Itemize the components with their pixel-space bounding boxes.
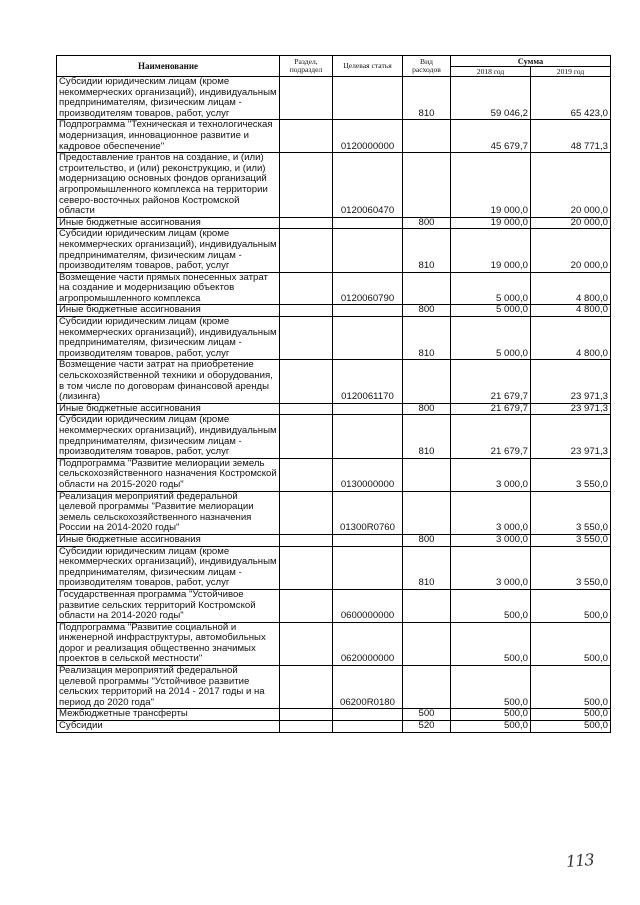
cell-name: Межбюджетные трансферты bbox=[57, 709, 280, 721]
cell-target: 0120000000 bbox=[333, 120, 403, 153]
table-row bbox=[57, 622, 611, 665]
cell-2018: 5 000,0 bbox=[451, 317, 531, 360]
cell-2019: 20 000,0 bbox=[531, 229, 611, 272]
cell-2018: 21 679,7 bbox=[451, 403, 531, 415]
cell-section bbox=[280, 305, 333, 317]
cell-2019: 3 550,0 bbox=[531, 546, 611, 589]
cell-target bbox=[333, 415, 403, 458]
cell-2019: 3 550,0 bbox=[531, 491, 611, 534]
cell-target bbox=[333, 534, 403, 546]
cell-target: 0120060470 bbox=[333, 153, 403, 218]
table-row bbox=[57, 360, 611, 403]
cell-2018: 500,0 bbox=[451, 622, 531, 665]
cell-2018: 5 000,0 bbox=[451, 272, 531, 305]
cell-type: 810 bbox=[403, 415, 451, 458]
table-row bbox=[57, 317, 611, 360]
cell-type: 500 bbox=[403, 709, 451, 721]
cell-section bbox=[280, 709, 333, 721]
cell-name: Подпрограмма "Развитие социальной и инженерной инфраструктуры, автомобильных дорог и реализация общественно значимых проектов в сельской местности" bbox=[57, 622, 280, 665]
table-row bbox=[57, 217, 611, 229]
cell-name: Иные бюджетные ассигнования bbox=[57, 534, 280, 546]
cell-2019: 4 800,0 bbox=[531, 317, 611, 360]
cell-type: 800 bbox=[403, 403, 451, 415]
cell-section bbox=[280, 534, 333, 546]
cell-2018: 19 000,0 bbox=[451, 229, 531, 272]
cell-name: Подпрограмма "Техническая и технологическая модернизация, инновационное развитие и кадровое обеспечение" bbox=[57, 120, 280, 153]
cell-type: 810 bbox=[403, 77, 451, 120]
table-body bbox=[57, 77, 611, 733]
table-row bbox=[57, 272, 611, 305]
cell-name: Реализация мероприятий федеральной целевой программы "Развитие мелиорации земель сельскохозяйственного назначения России на 2014-2020 годы" bbox=[57, 491, 280, 534]
table-row bbox=[57, 721, 611, 733]
cell-2019: 4 800,0 bbox=[531, 305, 611, 317]
table-row bbox=[57, 458, 611, 491]
cell-name: Подпрограмма "Развитие мелиорации земель сельскохозяйственного назначения Костромской области на 2015-2020 годы" bbox=[57, 458, 280, 491]
cell-2019: 500,0 bbox=[531, 721, 611, 733]
cell-section bbox=[280, 217, 333, 229]
cell-2019: 23 971,3 bbox=[531, 360, 611, 403]
cell-target: 0600000000 bbox=[333, 589, 403, 622]
cell-name: Предоставление грантов на создание, и (или) строительство, и (или) реконструкцию, и (или) модернизацию основных фондов организаций агропромышленного комплекса на территории северо-восточных районов Костромской области bbox=[57, 153, 280, 218]
cell-section bbox=[280, 546, 333, 589]
cell-section bbox=[280, 458, 333, 491]
cell-section bbox=[280, 622, 333, 665]
cell-section bbox=[280, 317, 333, 360]
cell-name: Государственная программа "Устойчивое развитие сельских территорий Костромской области на 2014-2020 годы" bbox=[57, 589, 280, 622]
cell-section bbox=[280, 589, 333, 622]
table-row bbox=[57, 229, 611, 272]
table-row bbox=[57, 120, 611, 153]
cell-target: 0120061170 bbox=[333, 360, 403, 403]
header-sum: Сумма bbox=[451, 56, 611, 67]
table-header bbox=[57, 56, 611, 77]
cell-section bbox=[280, 120, 333, 153]
cell-type bbox=[403, 153, 451, 218]
cell-2019: 500,0 bbox=[531, 622, 611, 665]
cell-name: Реализация мероприятий федеральной целевой программы "Устойчивое развитие сельских территорий на 2014 - 2017 годы и на период до 2020 года" bbox=[57, 666, 280, 709]
cell-type bbox=[403, 622, 451, 665]
cell-name: Иные бюджетные ассигнования bbox=[57, 305, 280, 317]
cell-section bbox=[280, 666, 333, 709]
cell-target bbox=[333, 721, 403, 733]
cell-2019: 4 800,0 bbox=[531, 272, 611, 305]
cell-section bbox=[280, 415, 333, 458]
cell-target bbox=[333, 77, 403, 120]
cell-type bbox=[403, 666, 451, 709]
header-year-2019: 2019 год bbox=[531, 67, 611, 77]
header-year-2018: 2018 год bbox=[451, 67, 531, 77]
cell-2019: 500,0 bbox=[531, 589, 611, 622]
cell-target bbox=[333, 229, 403, 272]
cell-2018: 59 046,2 bbox=[451, 77, 531, 120]
cell-section bbox=[280, 153, 333, 218]
table-row bbox=[57, 153, 611, 218]
budget-table bbox=[56, 55, 611, 733]
cell-2018: 21 679,7 bbox=[451, 415, 531, 458]
cell-2019: 500,0 bbox=[531, 666, 611, 709]
cell-section bbox=[280, 229, 333, 272]
cell-target: 01300R0760 bbox=[333, 491, 403, 534]
cell-section bbox=[280, 360, 333, 403]
cell-type: 800 bbox=[403, 534, 451, 546]
cell-2019: 48 771,3 bbox=[531, 120, 611, 153]
header-type: Вид расходов bbox=[403, 56, 451, 77]
cell-2018: 19 000,0 bbox=[451, 217, 531, 229]
table-row bbox=[57, 709, 611, 721]
cell-target bbox=[333, 317, 403, 360]
table-row bbox=[57, 305, 611, 317]
cell-2018: 500,0 bbox=[451, 709, 531, 721]
header-section: Раздел, подраздел bbox=[280, 56, 333, 77]
cell-2019: 3 550,0 bbox=[531, 534, 611, 546]
cell-type: 810 bbox=[403, 546, 451, 589]
cell-section bbox=[280, 77, 333, 120]
cell-name: Субсидии юридическим лицам (кроме некоммерческих организаций), индивидуальным предпринимателям, физическим лицам - производителям товаров, работ, услуг bbox=[57, 229, 280, 272]
cell-type: 810 bbox=[403, 229, 451, 272]
page-number: 113 bbox=[565, 850, 595, 871]
cell-target bbox=[333, 217, 403, 229]
cell-name: Возмещение части затрат на приобретение сельскохозяйственной техники и оборудования, в том числе по договорам финансовой аренды (лизинга) bbox=[57, 360, 280, 403]
cell-2019: 500,0 bbox=[531, 709, 611, 721]
cell-2019: 3 550,0 bbox=[531, 458, 611, 491]
cell-2018: 500,0 bbox=[451, 666, 531, 709]
budget-document bbox=[56, 55, 611, 733]
cell-2018: 3 000,0 bbox=[451, 534, 531, 546]
cell-name: Субсидии юридическим лицам (кроме некоммерческих организаций), индивидуальным предпринимателям, физическим лицам - производителям товаров, работ, услуг bbox=[57, 546, 280, 589]
table-row bbox=[57, 589, 611, 622]
cell-target: 0120060790 bbox=[333, 272, 403, 305]
cell-type bbox=[403, 272, 451, 305]
cell-type bbox=[403, 360, 451, 403]
cell-type bbox=[403, 120, 451, 153]
cell-section bbox=[280, 403, 333, 415]
cell-target bbox=[333, 709, 403, 721]
cell-type bbox=[403, 458, 451, 491]
cell-name: Субсидии юридическим лицам (кроме некоммерческих организаций), индивидуальным предпринимателям, физическим лицам - производителям товаров, работ, услуг bbox=[57, 317, 280, 360]
cell-2019: 23 971,3 bbox=[531, 415, 611, 458]
cell-2018: 19 000,0 bbox=[451, 153, 531, 218]
cell-name: Иные бюджетные ассигнования bbox=[57, 217, 280, 229]
cell-section bbox=[280, 721, 333, 733]
cell-type: 810 bbox=[403, 317, 451, 360]
cell-2018: 5 000,0 bbox=[451, 305, 531, 317]
cell-2018: 3 000,0 bbox=[451, 458, 531, 491]
cell-target bbox=[333, 403, 403, 415]
cell-name: Возмещение части прямых понесенных затрат на создание и модернизацию объектов агропромышленного комплекса bbox=[57, 272, 280, 305]
cell-2018: 3 000,0 bbox=[451, 491, 531, 534]
header-name: Наименование bbox=[57, 56, 280, 77]
cell-target: 0620000000 bbox=[333, 622, 403, 665]
cell-2019: 20 000,0 bbox=[531, 217, 611, 229]
cell-section bbox=[280, 491, 333, 534]
table-row bbox=[57, 666, 611, 709]
cell-2018: 21 679,7 bbox=[451, 360, 531, 403]
cell-target bbox=[333, 305, 403, 317]
table-row bbox=[57, 491, 611, 534]
cell-2018: 45 679,7 bbox=[451, 120, 531, 153]
cell-type bbox=[403, 589, 451, 622]
table-row bbox=[57, 77, 611, 120]
table-row bbox=[57, 415, 611, 458]
cell-type: 800 bbox=[403, 217, 451, 229]
table-row bbox=[57, 546, 611, 589]
cell-2019: 20 000,0 bbox=[531, 153, 611, 218]
cell-2018: 500,0 bbox=[451, 589, 531, 622]
cell-section bbox=[280, 272, 333, 305]
cell-name: Иные бюджетные ассигнования bbox=[57, 403, 280, 415]
table-row bbox=[57, 534, 611, 546]
cell-type: 520 bbox=[403, 721, 451, 733]
cell-target: 06200R0180 bbox=[333, 666, 403, 709]
cell-type: 800 bbox=[403, 305, 451, 317]
cell-name: Субсидии bbox=[57, 721, 280, 733]
table-row bbox=[57, 403, 611, 415]
cell-type bbox=[403, 491, 451, 534]
cell-name: Субсидии юридическим лицам (кроме некоммерческих организаций), индивидуальным предпринимателям, физическим лицам - производителям товаров, работ, услуг bbox=[57, 77, 280, 120]
cell-2019: 23 971,3 bbox=[531, 403, 611, 415]
header-target: Целевая статья bbox=[333, 56, 403, 77]
cell-target bbox=[333, 546, 403, 589]
cell-2019: 65 423,0 bbox=[531, 77, 611, 120]
cell-name: Субсидии юридическим лицам (кроме некоммерческих организаций), индивидуальным предпринимателям, физическим лицам - производителям товаров, работ, услуг bbox=[57, 415, 280, 458]
cell-2018: 3 000,0 bbox=[451, 546, 531, 589]
cell-target: 0130000000 bbox=[333, 458, 403, 491]
cell-2018: 500,0 bbox=[451, 721, 531, 733]
